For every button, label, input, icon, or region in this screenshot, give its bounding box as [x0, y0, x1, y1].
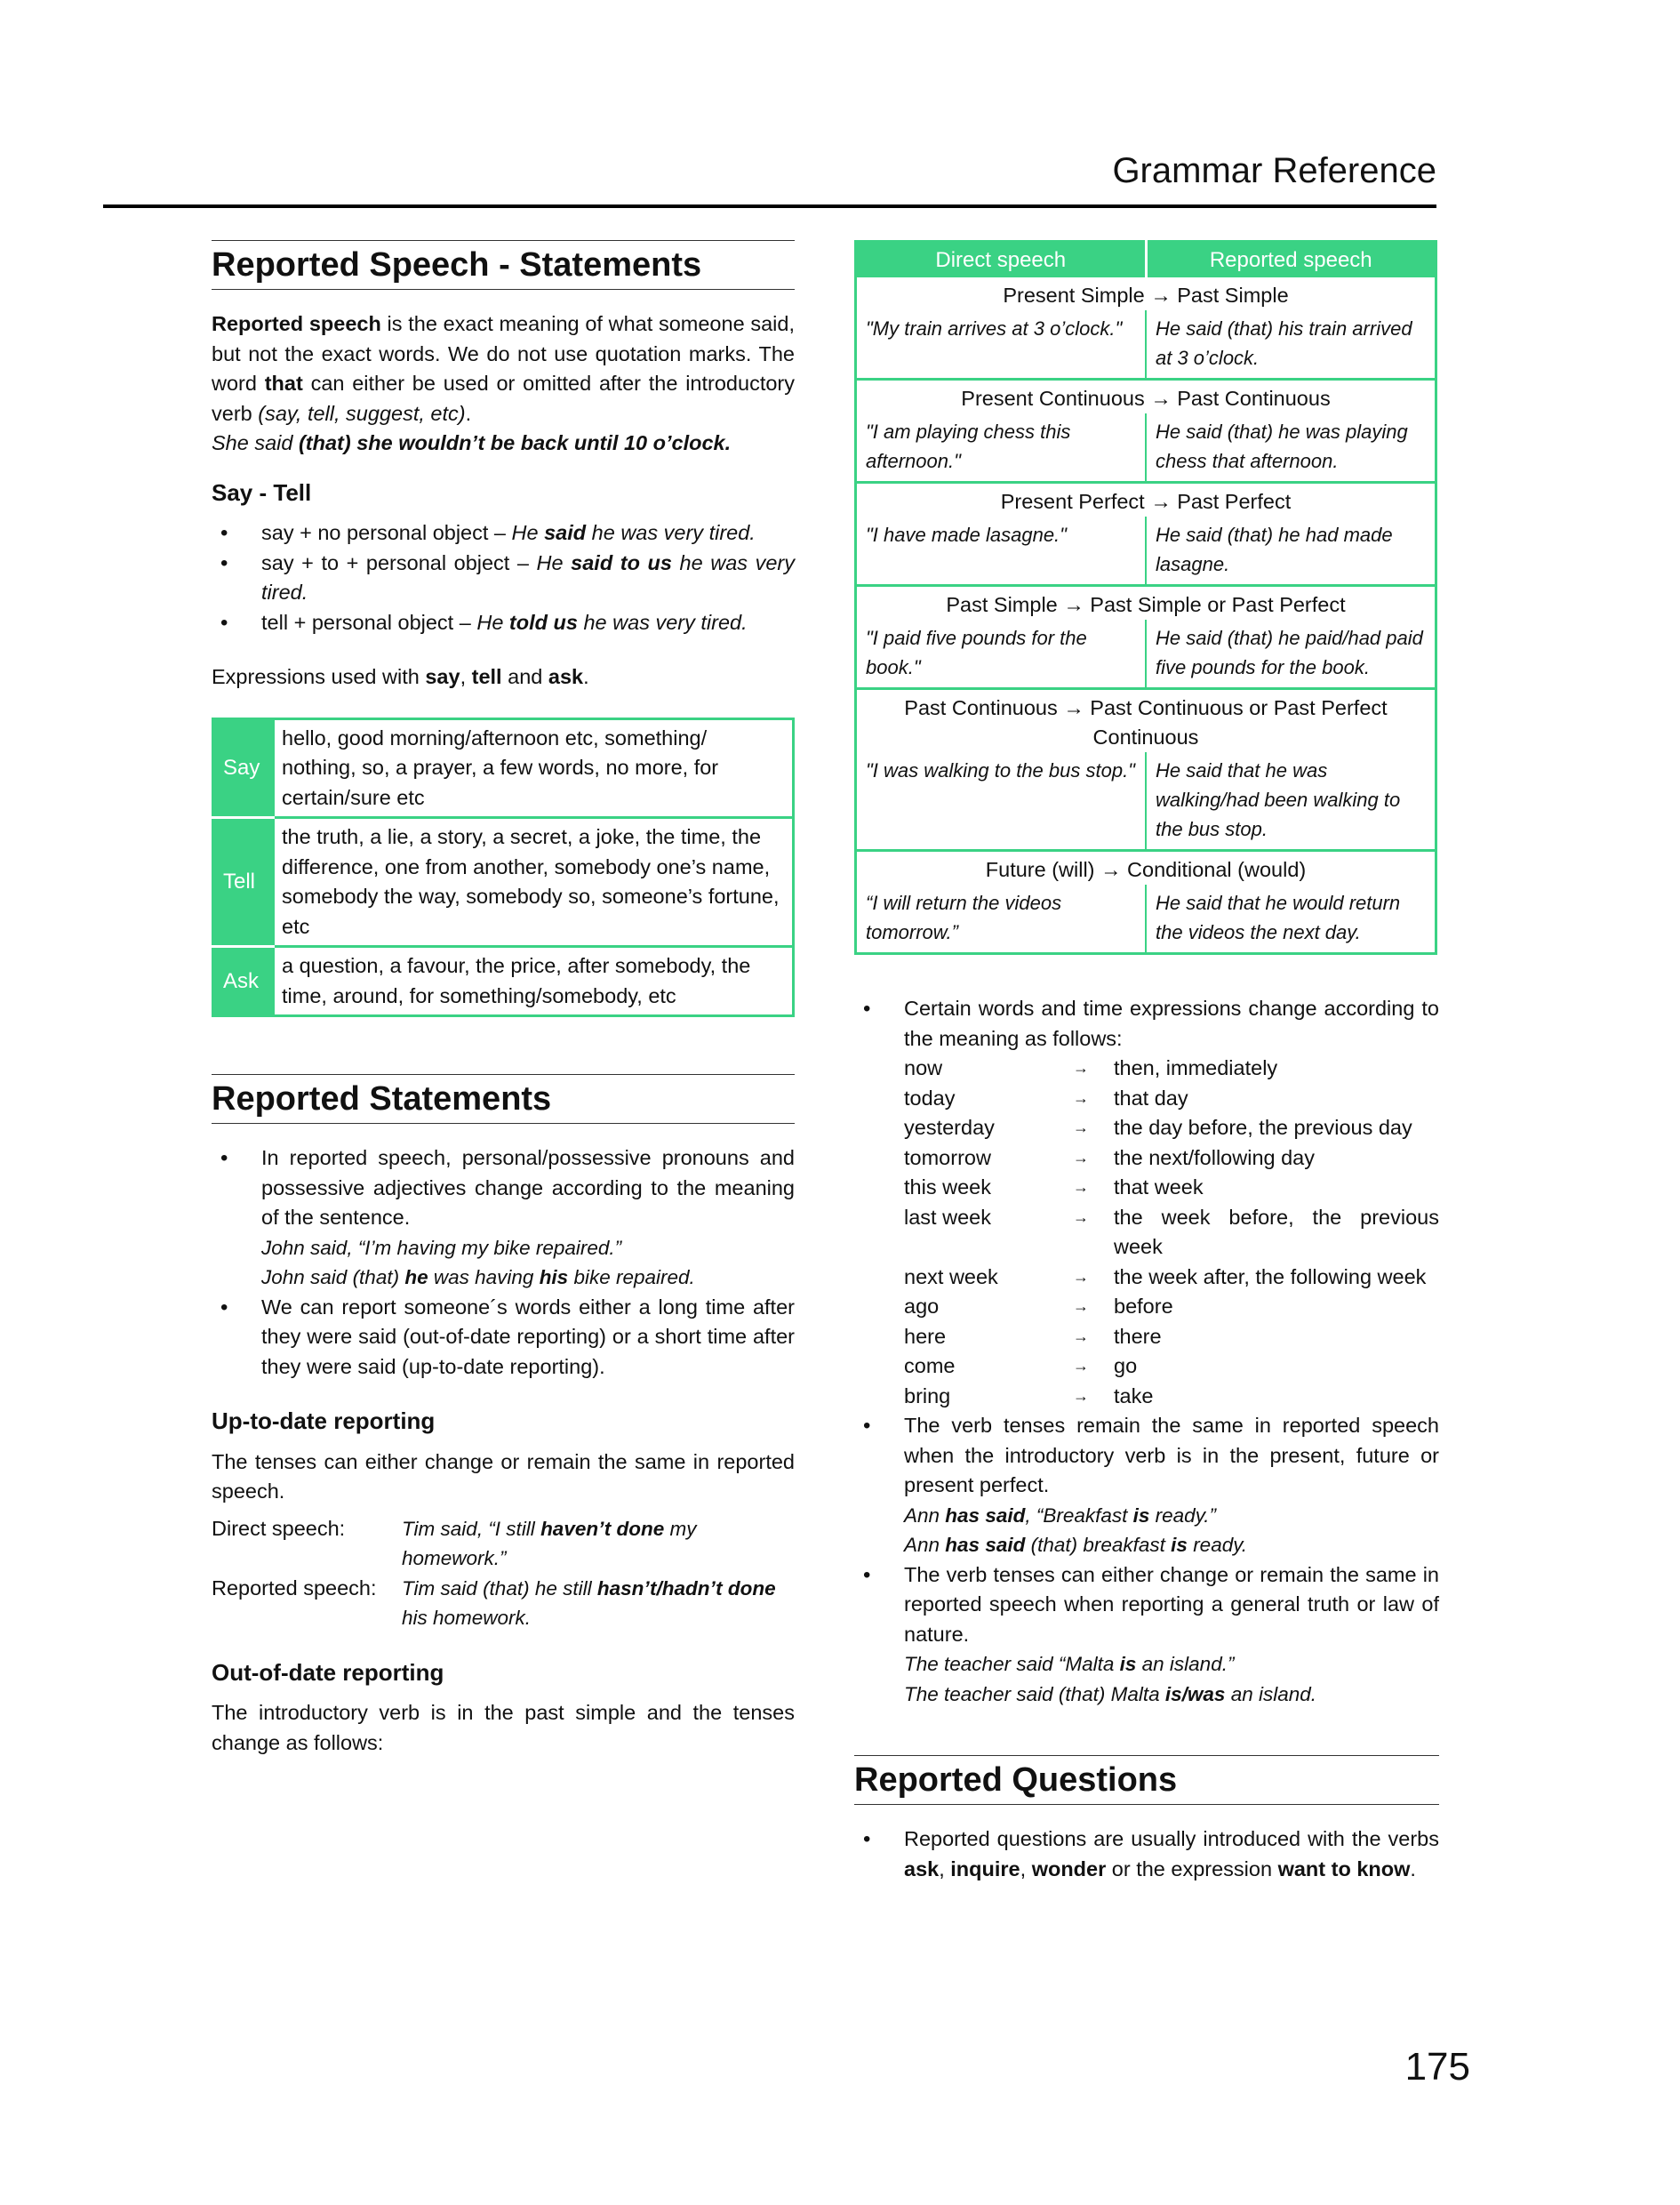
tense-group — [856, 586, 1436, 689]
time-word-from: today — [904, 1086, 956, 1110]
time-word-from: now — [904, 1056, 943, 1079]
time-expressions-list — [904, 1054, 1439, 1411]
tense-group — [856, 851, 1436, 954]
expressions-row — [213, 947, 794, 1016]
tense-group-heading: Present Perfect → Past Perfect — [1000, 490, 1292, 513]
general-truth-item — [854, 1560, 1439, 1710]
reported-statements-item — [212, 1143, 795, 1293]
arrow-icon: → — [1073, 1148, 1089, 1167]
reported-speech-label: Reported speech: — [212, 1576, 377, 1600]
expressions-text: the truth, a lie, a story, a secret, a joke, the time, the difference, one from another, somebody one’s name, somebody the way, somebody so, someone’s fortune, etc — [275, 818, 794, 947]
arrow-icon: → — [1073, 1088, 1089, 1107]
page-number: 175 — [1404, 2045, 1470, 2089]
arrow-icon: → — [1073, 1119, 1089, 1136]
time-word-to: that day — [1114, 1086, 1188, 1110]
page-header-title: Grammar Reference — [1112, 151, 1436, 190]
time-word-to: that week — [1114, 1175, 1204, 1199]
time-word-from: last week — [904, 1205, 991, 1229]
expressions-intro: Expressions used with say, tell and ask. — [212, 665, 589, 688]
time-word-to: the day before, the previous day — [1114, 1116, 1412, 1139]
direct-example: "I paid five pounds for the book." — [856, 620, 1147, 689]
reported-example: He said (that) he was playing chess that afternoon. — [1146, 413, 1436, 483]
tense-group-heading: Future (will) → Conditional (would) — [985, 858, 1307, 881]
reported-statements-item — [212, 1293, 795, 1383]
tense-group-heading: Past Continuous → Past Continuous or Past Perfect Continuous — [904, 696, 1388, 749]
arrow-icon: → — [1073, 1178, 1089, 1196]
bullet-text: We can report someone´s words either a long time after they were said (out-of-date reporting) or a short time after they were said (up-to-date reporting). — [261, 1295, 795, 1378]
arrow-icon: → — [1073, 1207, 1089, 1226]
time-word-to: then, immediately — [1114, 1056, 1278, 1079]
expressions-verb: Say — [213, 718, 276, 818]
time-word-to: go — [1114, 1354, 1138, 1377]
expressions-text: hello, good morning/afternoon etc, something/ nothing, so, a prayer, a few words, no more, for certain/sure etc — [275, 718, 794, 818]
time-word-to: the week before, the previous week — [1114, 1205, 1439, 1258]
reported-questions-item: • Reported questions are usually introduced with the verbs ask, inquire, wonder or the expression want to know. — [854, 1824, 1439, 1884]
direct-example: "I have made lasagne." — [856, 517, 1147, 586]
subsection-title-out-of-date: Out-of-date reporting — [212, 1658, 444, 1686]
expressions-row — [213, 718, 794, 818]
direct-example: "My train arrives at 3 o’clock." — [856, 310, 1147, 380]
say-tell-list — [212, 518, 795, 637]
direct-speech-value: Tim said, “I still haven’t done my homework.” — [402, 1517, 697, 1569]
example-line: John said, “I’m having my bike repaired.” — [261, 1236, 622, 1259]
time-word-to: the week after, the following week — [1114, 1264, 1427, 1288]
reported-questions-list — [854, 1824, 1439, 1884]
example-line: John said (that) he was having his bike repaired. — [261, 1266, 695, 1288]
time-word-from: tomorrow — [904, 1145, 991, 1169]
reported-example: He said that he was walking/had been walking to the bus stop. — [1146, 752, 1436, 851]
reported-example: He said (that) he had made lasagne. — [1146, 517, 1436, 586]
intro-example: She said (that) she wouldn’t be back until 10 o’clock. — [212, 431, 732, 454]
reported-statements-list — [212, 1143, 795, 1382]
tense-group-heading: Present Simple → Past Simple — [1003, 284, 1289, 307]
time-word-from: next week — [904, 1264, 998, 1288]
time-word-from: come — [904, 1354, 956, 1377]
reported-example: He said that he would return the videos the next day. — [1156, 892, 1401, 943]
tense-group — [856, 277, 1436, 380]
bullet-text: Certain words and time expressions change according to the meaning as follows: — [904, 997, 1439, 1050]
example-line: The teacher said (that) Malta is/was an island. — [904, 1682, 1317, 1705]
time-word-from: here — [904, 1324, 947, 1348]
speech-example-grid — [212, 1514, 795, 1633]
section-title-reported-speech-statements: Reported Speech - Statements — [212, 240, 795, 290]
subsection-title-say-tell: Say - Tell — [212, 478, 312, 506]
tense-group-heading: Past Simple → Past Simple or Past Perfect — [946, 593, 1346, 616]
reported-speech-value: Tim said (that) he still hasn’t/hadn’t done his homework. — [402, 1576, 776, 1629]
time-word-to: take — [1114, 1383, 1154, 1407]
direct-example: “I will return the videos tomorrow.” — [856, 885, 1147, 954]
tense-group — [856, 380, 1436, 483]
time-word-to: there — [1114, 1324, 1162, 1348]
time-word-to: the next/following day — [1114, 1145, 1316, 1169]
up-to-date-text: The tenses can either change or remain the same in reported speech. — [212, 1449, 795, 1503]
expressions-text: a question, a favour, the price, after somebody, the time, around, for something/somebody, etc — [275, 947, 794, 1016]
intro-paragraph: Reported speech is the exact meaning of what someone said, but not the exact words. We do not use quotation marks. The word that can either be used or omitted after the introductory verb (say, tell, suggest, etc). — [212, 312, 795, 425]
arrow-icon: → — [1073, 1327, 1089, 1345]
bullet-text: The verb tenses can either change or remain the same in reported speech when reporting a general truth or law of nature. — [904, 1562, 1439, 1646]
tense-group — [856, 483, 1436, 586]
bullet-text: The verb tenses remain the same in reported speech when the introductory verb is in the present, future or present perfect. — [904, 1414, 1439, 1496]
tenses-same-item — [854, 1411, 1439, 1560]
header-reported-speech: Reported speech — [1146, 242, 1436, 278]
direct-example: "I was walking to the bus stop." — [856, 752, 1147, 851]
example-line: The teacher said “Malta is an island.” — [904, 1653, 1235, 1675]
tense-group-heading: Present Continuous → Past Continuous — [961, 387, 1331, 410]
section-title-reported-statements: Reported Statements — [212, 1074, 795, 1124]
tense-group — [856, 689, 1436, 851]
example-line: Ann has said (that) breakfast is ready. — [904, 1534, 1248, 1556]
subsection-title-up-to-date: Up-to-date reporting — [212, 1407, 436, 1434]
example-line: Ann has said, “Breakfast is ready.” — [904, 1503, 1217, 1527]
say-tell-item: • say + to + personal object – He said to us he was very tired. — [212, 549, 795, 608]
bullet-text: In reported speech, personal/possessive pronouns and possessive adjectives change according to the meaning of the sentence. — [261, 1146, 795, 1229]
arrow-icon: → — [1073, 1267, 1089, 1286]
time-word-to: before — [1114, 1295, 1173, 1318]
page-header — [103, 142, 1436, 208]
expressions-table — [212, 718, 795, 1018]
reported-example: He said (that) he paid/had paid five pounds for the book. — [1146, 620, 1436, 689]
arrow-icon: → — [1073, 1297, 1089, 1315]
arrow-icon: → — [1073, 1059, 1089, 1077]
section-title-reported-questions: Reported Questions — [854, 1755, 1439, 1805]
reported-example: He said (that) his train arrived at 3 o’clock. — [1146, 310, 1436, 380]
tense-change-table — [854, 240, 1437, 955]
say-tell-item: • say + no personal object – He said he was very tired. — [212, 518, 795, 549]
right-bullet-list — [854, 994, 1439, 1709]
time-word-from: yesterday — [904, 1116, 995, 1139]
tense-table-header-row — [856, 242, 1436, 278]
right-column — [854, 240, 1439, 1884]
arrow-icon: → — [1073, 1357, 1089, 1375]
out-of-date-text: The introductory verb is in the past simple and the tenses change as follows: — [212, 1701, 795, 1754]
time-word-from: this week — [904, 1175, 991, 1199]
time-word-from: ago — [904, 1295, 940, 1318]
say-tell-item: • tell + personal object – He told us he was very tired. — [212, 608, 795, 638]
left-column — [212, 240, 795, 1758]
time-word-from: bring — [904, 1383, 951, 1407]
header-direct-speech: Direct speech — [856, 242, 1147, 278]
arrow-icon: → — [1073, 1386, 1089, 1405]
time-expressions-item — [854, 994, 1439, 1411]
expressions-verb: Ask — [213, 947, 276, 1016]
direct-speech-label: Direct speech: — [212, 1516, 346, 1540]
expressions-verb: Tell — [213, 818, 276, 947]
direct-example: "I am playing chess this afternoon." — [856, 413, 1147, 483]
expressions-row — [213, 818, 794, 947]
